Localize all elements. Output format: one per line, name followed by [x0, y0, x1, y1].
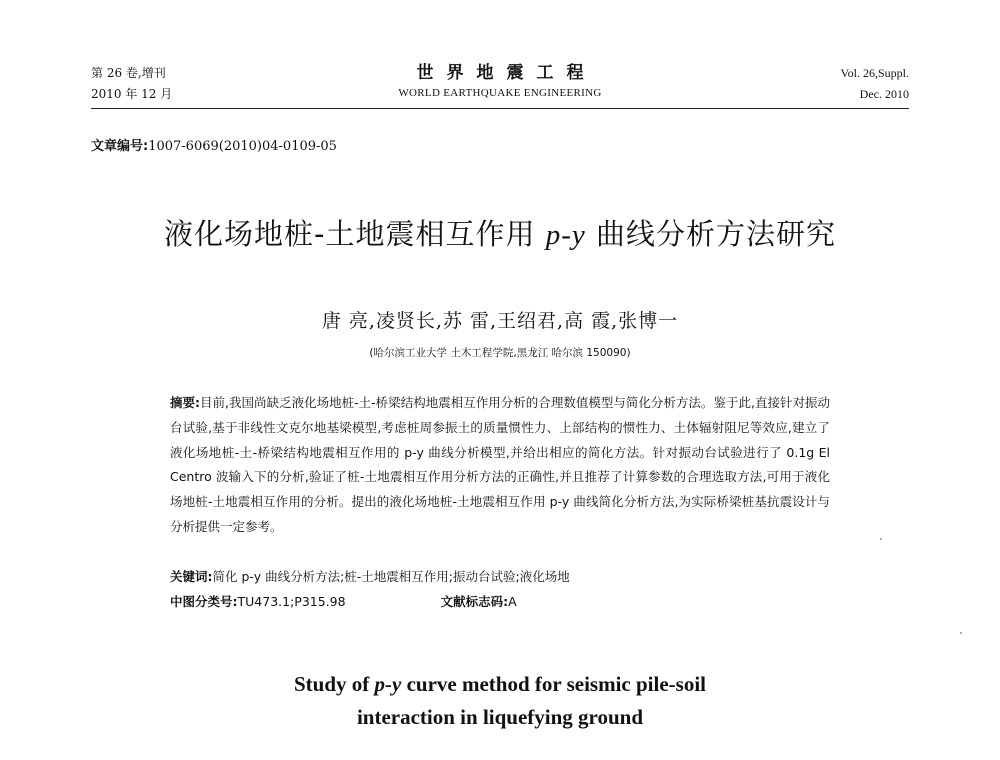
paper-title — [0, 212, 1000, 253]
english-title-line1 — [0, 668, 1000, 701]
publication-date: 2010 年 12 月 — [91, 87, 173, 101]
scan-speck — [960, 632, 962, 634]
authors: 唐 亮,凌贤长,苏 雷,王绍君,高 霞,张博一 — [321, 310, 679, 332]
english-title-py: p-y — [374, 672, 402, 696]
classification — [170, 592, 517, 610]
affiliation: (哈尔滨工业大学 土木工程学院,黑龙江 哈尔滨 150090) — [369, 347, 631, 359]
abstract-text: 目前,我国尚缺乏液化场地桩-土-桥梁结构地震相互作用分析的合理数值模型与简化分析方法。鉴于此,直接针对振动台试验,基于非线性文克尔地基梁模型,考虑桩周参振土的质量惯性力、上部结构的惯性力、土体辐射阻尼等效应,建立了液化场地桩-土-桥梁结构地震相互作用的 p-y 曲线分析模型,并给出相应的简化方法。针对振动台试验进行了 0.1g El Centro 波输入下的分析,验证了桩-土地震相互作用分析方法的正确性,并且推荐了计算参数的合理选取方法,可用于液化场地桩-土地震相互作用的分析。提出的液化场地桩-土地震相互作用 p-y 曲线简化分析方法,为实际桥梁桩基抗震设计与分析提供一定参考。 — [170, 395, 830, 534]
volume-issue-en: Vol. 26,Suppl. — [840, 66, 909, 80]
abstract — [170, 391, 830, 540]
volume-issue: 第 26 卷,增刊 — [91, 66, 166, 80]
clc-value: TU473.1;P315.98 — [237, 594, 346, 609]
english-title-line2: interaction in liquefying ground — [356, 705, 644, 729]
paper-title-part1: 液化场地桩-土地震相互作用 — [164, 217, 546, 251]
paper-title-part2: 曲线分析方法研究 — [585, 217, 836, 251]
english-title-rest: curve method for seismic pile-soil — [401, 672, 706, 696]
clc-label: 中图分类号: — [170, 594, 238, 609]
paper-title-py: p-y — [545, 219, 586, 251]
scan-speck — [880, 538, 882, 540]
header-rule — [91, 108, 909, 109]
abstract-label: 摘要: — [170, 395, 201, 410]
journal-name — [300, 62, 700, 102]
keywords — [170, 567, 570, 585]
journal-volume-info — [91, 63, 172, 105]
english-title-pre: Study of — [293, 672, 375, 696]
journal-name-en: WORLD EARTHQUAKE ENGINEERING — [398, 87, 602, 99]
journal-volume-info-en — [841, 63, 909, 105]
publication-date-en: Dec. 2010 — [859, 87, 909, 101]
keywords-text: 简化 p-y 曲线分析方法;桩-土地震相互作用;振动台试验;液化场地 — [212, 569, 570, 584]
doc-code-value: A — [508, 594, 517, 609]
article-number-label: 文章编号: — [91, 139, 149, 154]
english-title — [0, 668, 1000, 734]
journal-name-cn: 世界地震工程 — [416, 63, 597, 83]
article-number-value: 1007-6069(2010)04-0109-05 — [148, 139, 337, 154]
keywords-label: 关键词: — [170, 569, 213, 584]
article-number — [91, 135, 337, 154]
doc-code-label: 文献标志码: — [440, 594, 509, 609]
